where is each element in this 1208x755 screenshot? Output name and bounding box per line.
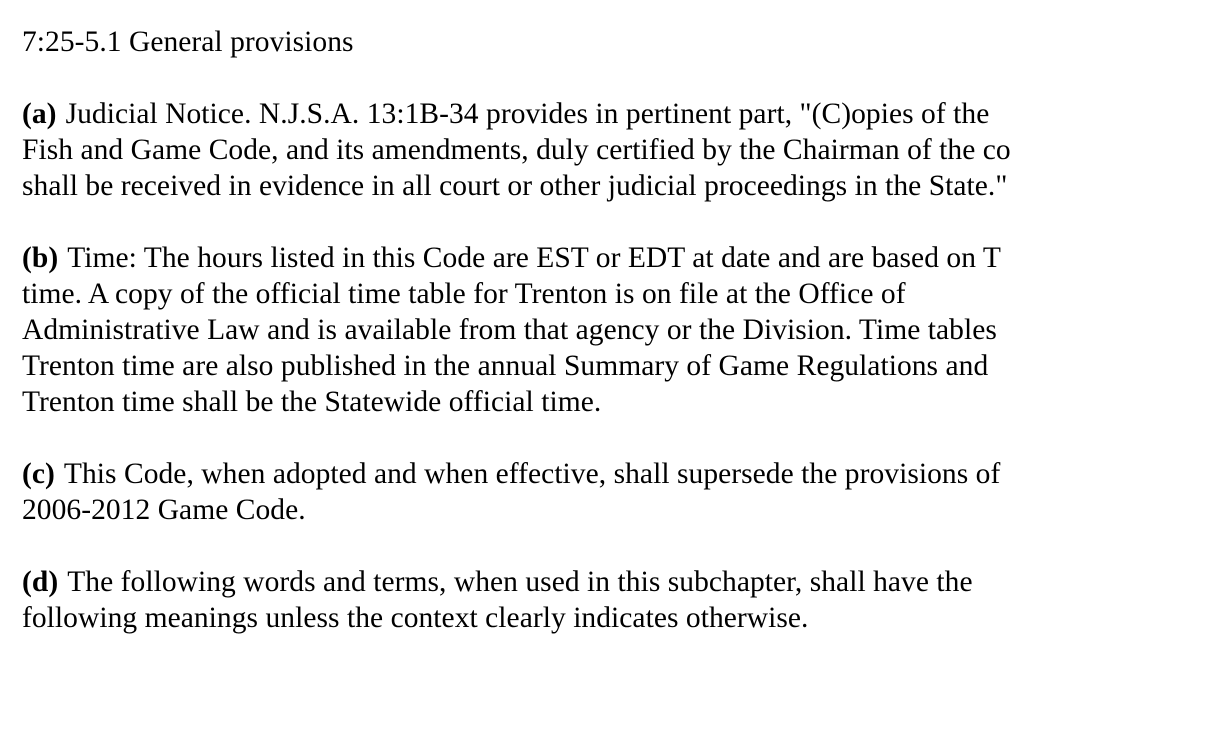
paragraph-text: The following words and terms, when used in this subchapter, shall have the [67,566,973,598]
paragraph-c [22,456,1208,528]
paragraph-label: (c) [22,458,55,490]
paragraph-d [22,564,1208,636]
paragraph-line: Administrative Law and is available from that agency or the Division. Time tables [22,314,997,346]
paragraph-label: (d) [22,566,59,598]
paragraph-line: Fish and Game Code, and its amendments, duly certified by the Chairman of the co [22,134,1011,166]
paragraph-a [22,96,1208,204]
paragraph-line: shall be received in evidence in all court or other judicial proceedings in the State." [22,170,1008,202]
section-heading: 7:25-5.1 General provisions [22,26,354,58]
paragraph-line: time. A copy of the official time table for Trenton is on file at the Office of [22,278,906,310]
paragraph-label: (a) [22,98,57,130]
paragraph-line [22,96,1208,132]
paragraph-line [22,240,1208,276]
paragraph-line: following meanings unless the context clearly indicates otherwise. [22,602,809,634]
paragraph-line [22,456,1208,492]
document-body [22,24,1208,672]
paragraph-b [22,240,1208,420]
paragraph-text: Time: The hours listed in this Code are EST or EDT at date and are based on T [67,242,1001,274]
paragraph-text: This Code, when adopted and when effective, shall supersede the provisions of [63,458,1001,490]
paragraph-line [22,564,1208,600]
paragraph-line: 2006-2012 Game Code. [22,494,306,526]
paragraph-line: Trenton time are also published in the annual Summary of Game Regulations and [22,350,989,382]
paragraph-text: Judicial Notice. N.J.S.A. 13:1B-34 provides in pertinent part, "(C)opies of the [65,98,990,130]
paragraph-line: Trenton time shall be the Statewide official time. [22,386,602,418]
paragraph-label: (b) [22,242,59,274]
